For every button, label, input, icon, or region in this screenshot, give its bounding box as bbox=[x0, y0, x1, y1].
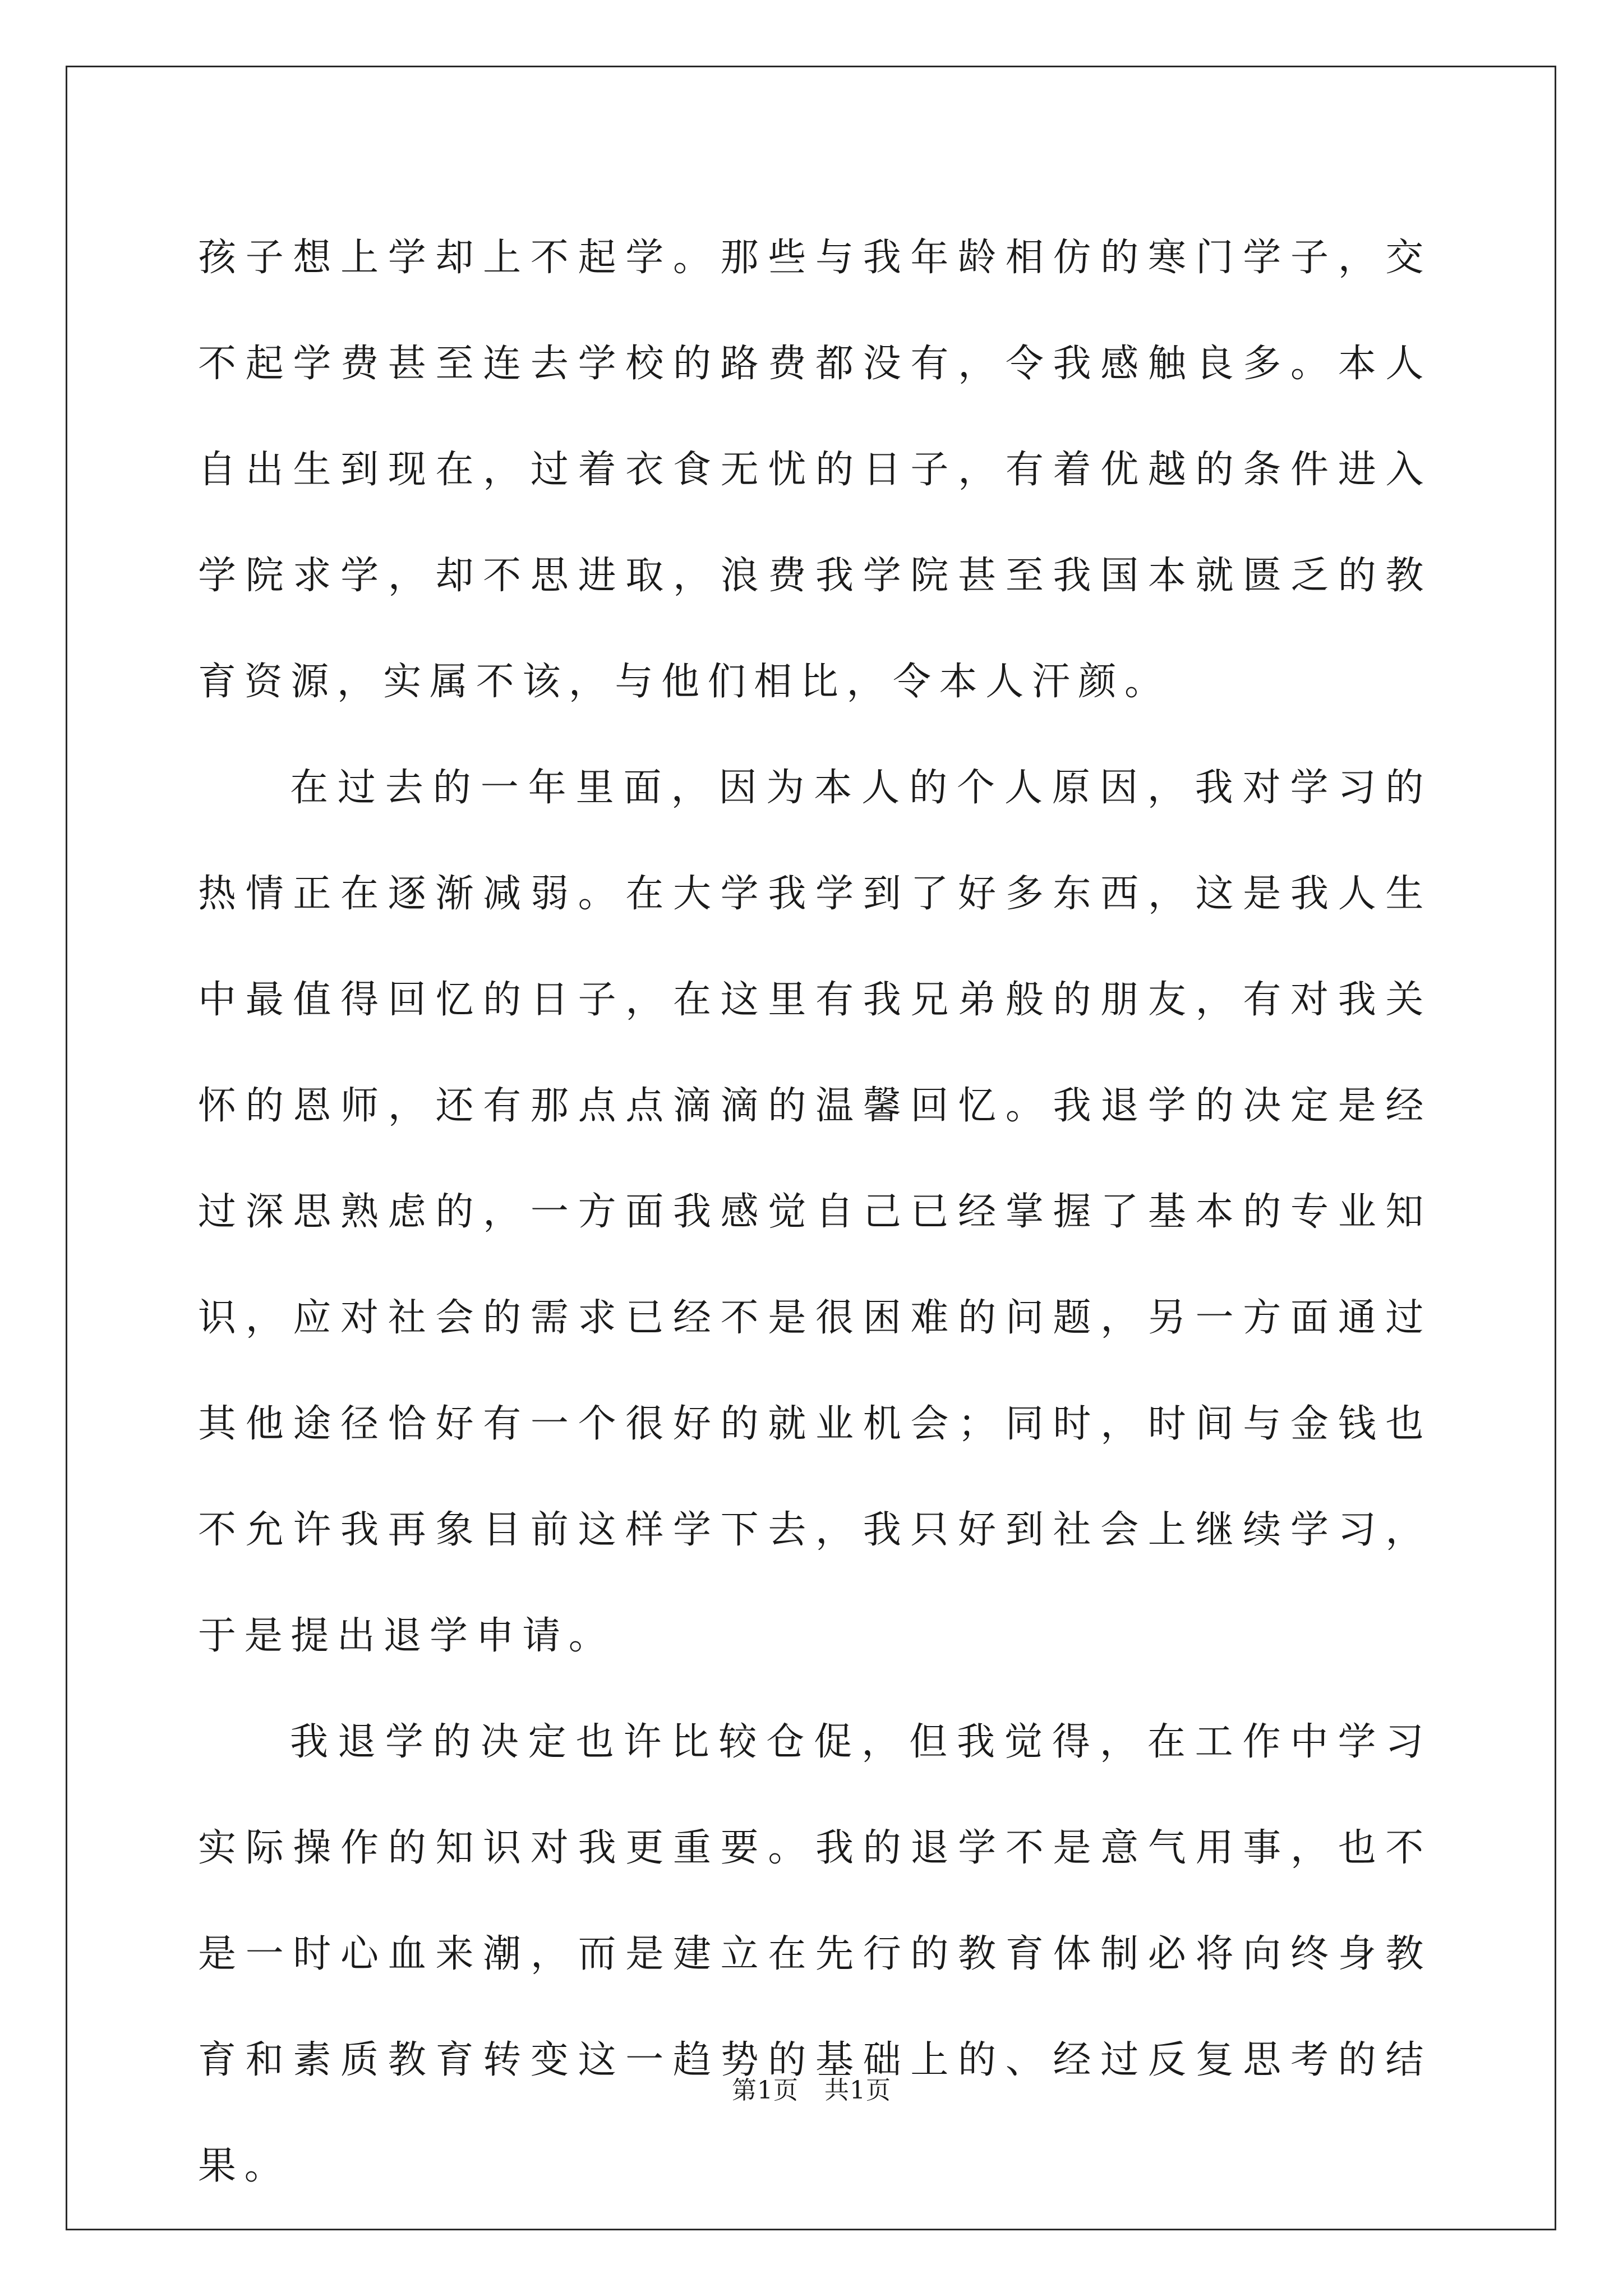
document-body bbox=[198, 205, 1432, 2219]
page-total: 共1页 bbox=[824, 2076, 891, 2105]
paragraph-2: 在过去的一年里面，因为本人的个人原因，我对学习的热情正在逐渐减弱。在大学我学到了好多东西，这是我人生中最值得回忆的日子，在这里有我兄弟般的朋友，有对我关怀的恩师，还有那点点滴滴的温馨回忆。我退学的决定是经过深思熟虑的，一方面我感觉自己已经掌握了基本的专业知识，应对社会的需求已经不是很困难的问题，另一方面通过其他途径恰好有一个很好的就业机会；同时，时间与金钱也不允许我再象目前这样学下去，我只好到社会上继续学习，于是提出退学申请。 bbox=[198, 766, 1432, 1658]
paragraph-1: 孩子想上学却上不起学。那些与我年龄相仿的寒门学子，交不起学费甚至连去学校的路费都没有，令我感触良多。本人自出生到现在，过着衣食无忧的日子，有着优越的条件进入学院求学，却不思进取，浪费我学院甚至我国本就匮乏的教育资源，实属不该，与他们相比，令本人汗颜。 bbox=[198, 236, 1432, 704]
page-number: 第1页 bbox=[732, 2076, 799, 2105]
paragraph-3: 我退学的决定也许比较仓促，但我觉得，在工作中学习实际操作的知识对我更重要。我的退学不是意气用事，也不是一时心血来潮，而是建立在先行的教育体制必将向终身教育和素质教育转变这一趋势的基础上的、经过反复思考的结果。 bbox=[198, 1720, 1432, 2188]
page-footer bbox=[0, 2070, 1623, 2106]
